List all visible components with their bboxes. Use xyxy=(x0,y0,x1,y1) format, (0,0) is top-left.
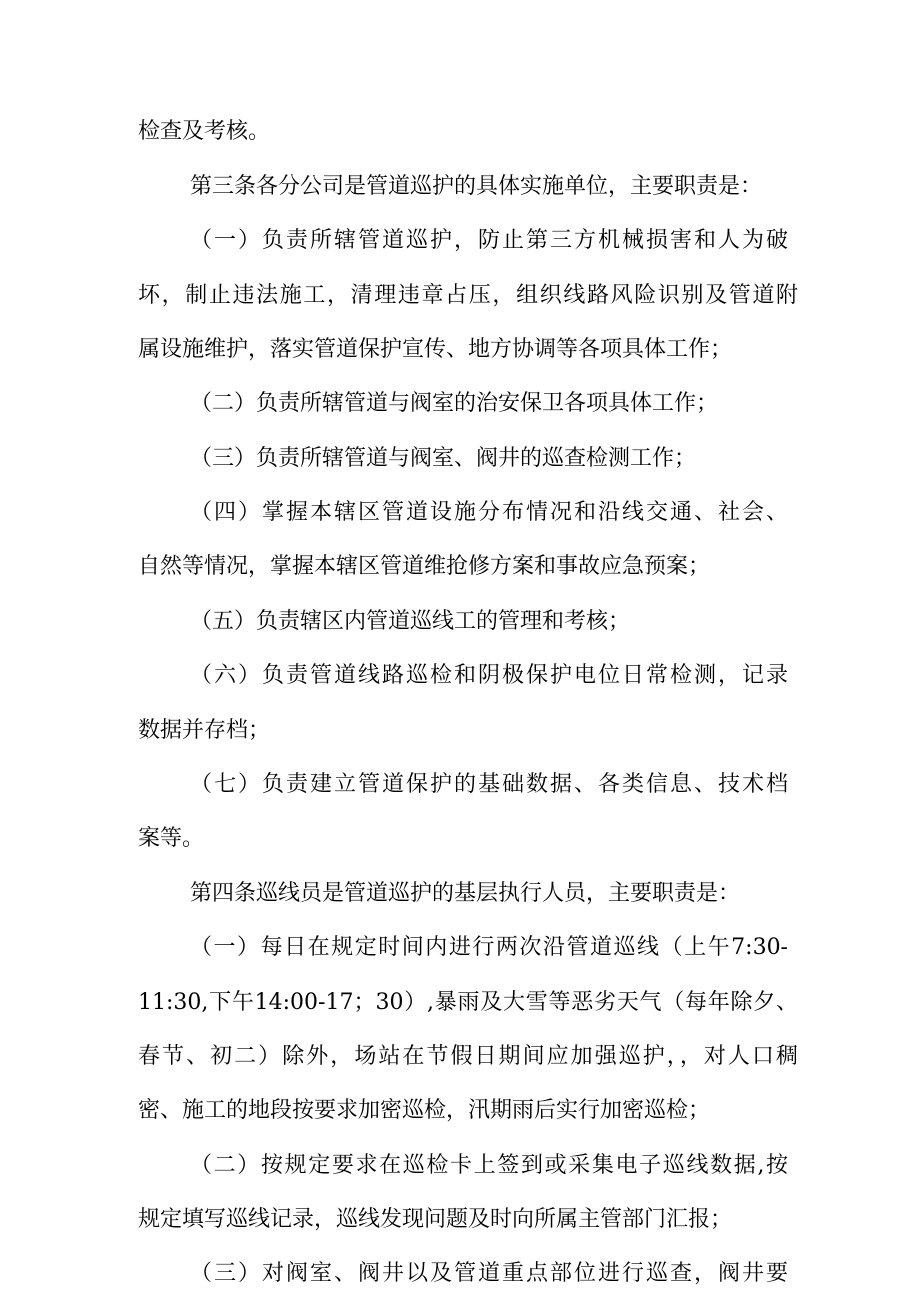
text-line-19: 密、施工的地段按要求加密巡检，汛期雨后实行加密巡检； xyxy=(138,1098,711,1123)
text-line-17: 11:30,下午14:00-17；30）,暴雨及大雪等恶劣天气（每年除夕、 xyxy=(138,990,798,1015)
text-line-5: 属设施维护，落实管道保护宣传、地方协调等各项具体工作； xyxy=(138,337,733,362)
text-line-14: 案等。 xyxy=(138,826,205,851)
text-line-9: 自然等情况，掌握本辖区管道维抢修方案和事故应急预案； xyxy=(138,554,711,579)
text-line-22: （三）对阀室、阀井以及管道重点部位进行巡查，阀井要 xyxy=(190,1261,788,1286)
text-line-4: 坏，制止违法施工，清理违章占压，组织线路风险识别及管道附 xyxy=(138,283,798,308)
text-line-21: 规定填写巡线记录，巡线发现问题及时向所属主管部门汇报； xyxy=(138,1207,733,1232)
text-line-16: （一）每日在规定时间内进行两次沿管道巡线（上午7:30- xyxy=(190,935,788,960)
text-line-11: （六）负责管道线路巡检和阴极保护电位日常检测，记录 xyxy=(190,663,788,688)
text-line-18: 春节、初二）除外，场站在节假日期间应加强巡护，，对人口稠 xyxy=(138,1044,798,1069)
text-line-6: （二）负责所辖管道与阀室的治安保卫各项具体工作； xyxy=(190,391,719,416)
text-line-10: （五）负责辖区内管道巡线工的管理和考核； xyxy=(190,609,631,634)
text-line-13: （七）负责建立管道保护的基础数据、各类信息、技术档 xyxy=(190,772,788,797)
article-4-heading: 第四条巡线员是管道巡护的基层执行人员，主要职责是： xyxy=(190,881,741,906)
article-3-heading: 第三条各分公司是管道巡护的具体实施单位，主要职责是： xyxy=(190,174,763,199)
text-line-12: 数据并存档； xyxy=(138,718,271,743)
text-line-7: （三）负责所辖管道与阀室、阀井的巡查检测工作； xyxy=(190,446,697,471)
text-line-8: （四）掌握本辖区管道设施分布情况和沿线交通、社会、 xyxy=(190,500,788,525)
text-line-3: （一）负责所辖管道巡护，防止第三方机械损害和人为破 xyxy=(190,228,788,253)
text-line-20: （二）按规定要求在巡检卡上签到或采集电子巡线数据,按 xyxy=(190,1153,788,1178)
text-line-1: 检查及考核。 xyxy=(138,119,271,144)
